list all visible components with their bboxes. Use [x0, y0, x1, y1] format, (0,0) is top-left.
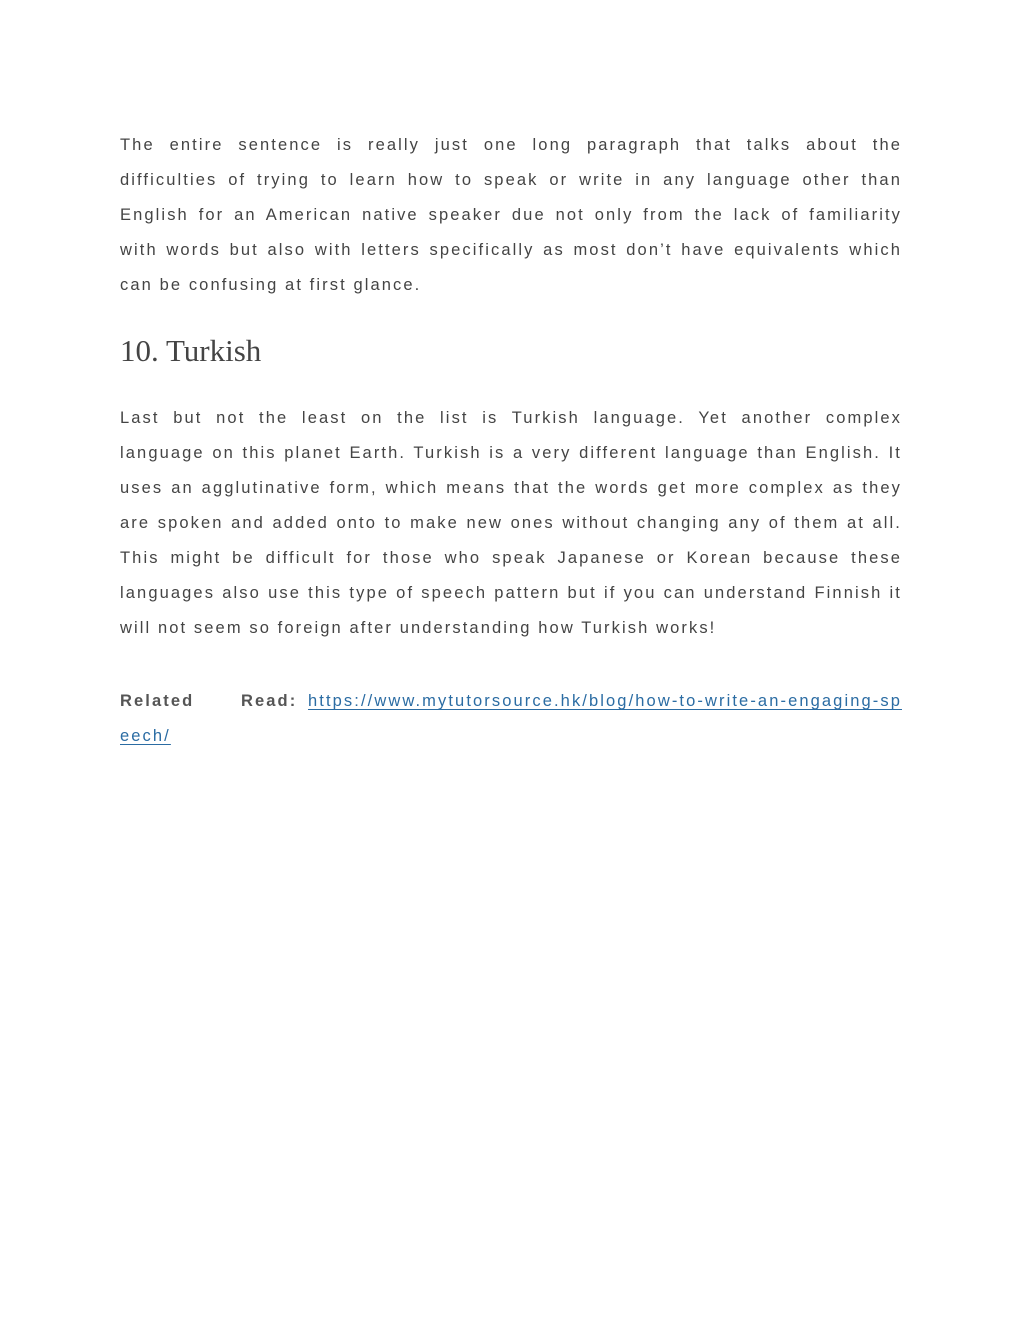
- document-page: [120, 128, 902, 754]
- related-read-link[interactable]: https://www.mytutorsource.hk/blog/how-to-write-an-engaging-speech/: [120, 692, 902, 745]
- intro-paragraph: The entire sentence is really just one long paragraph that talks about the difficulties of trying to learn how to speak or write in any language other than English for an American native speaker due not only from the lack of familiarity with words but also with letters specifically as most don’t have equivalents which can be confusing at first glance.: [120, 136, 902, 294]
- related-read: [120, 684, 902, 754]
- related-read-label: Related Read:: [120, 692, 298, 710]
- section-heading: 10. Turkish: [120, 333, 262, 368]
- turkish-paragraph: Last but not the least on the list is Turkish language. Yet another complex language on this planet Earth. Turkish is a very different language than English. It uses an agglutinative form, which means that the words get more complex as they are spoken and added onto to make new ones without changing any of them at all. This might be difficult for those who speak Japanese or Korean because these languages also use this type of speech pattern but if you can understand Finnish it will not seem so foreign after understanding how Turkish works!: [120, 409, 902, 637]
